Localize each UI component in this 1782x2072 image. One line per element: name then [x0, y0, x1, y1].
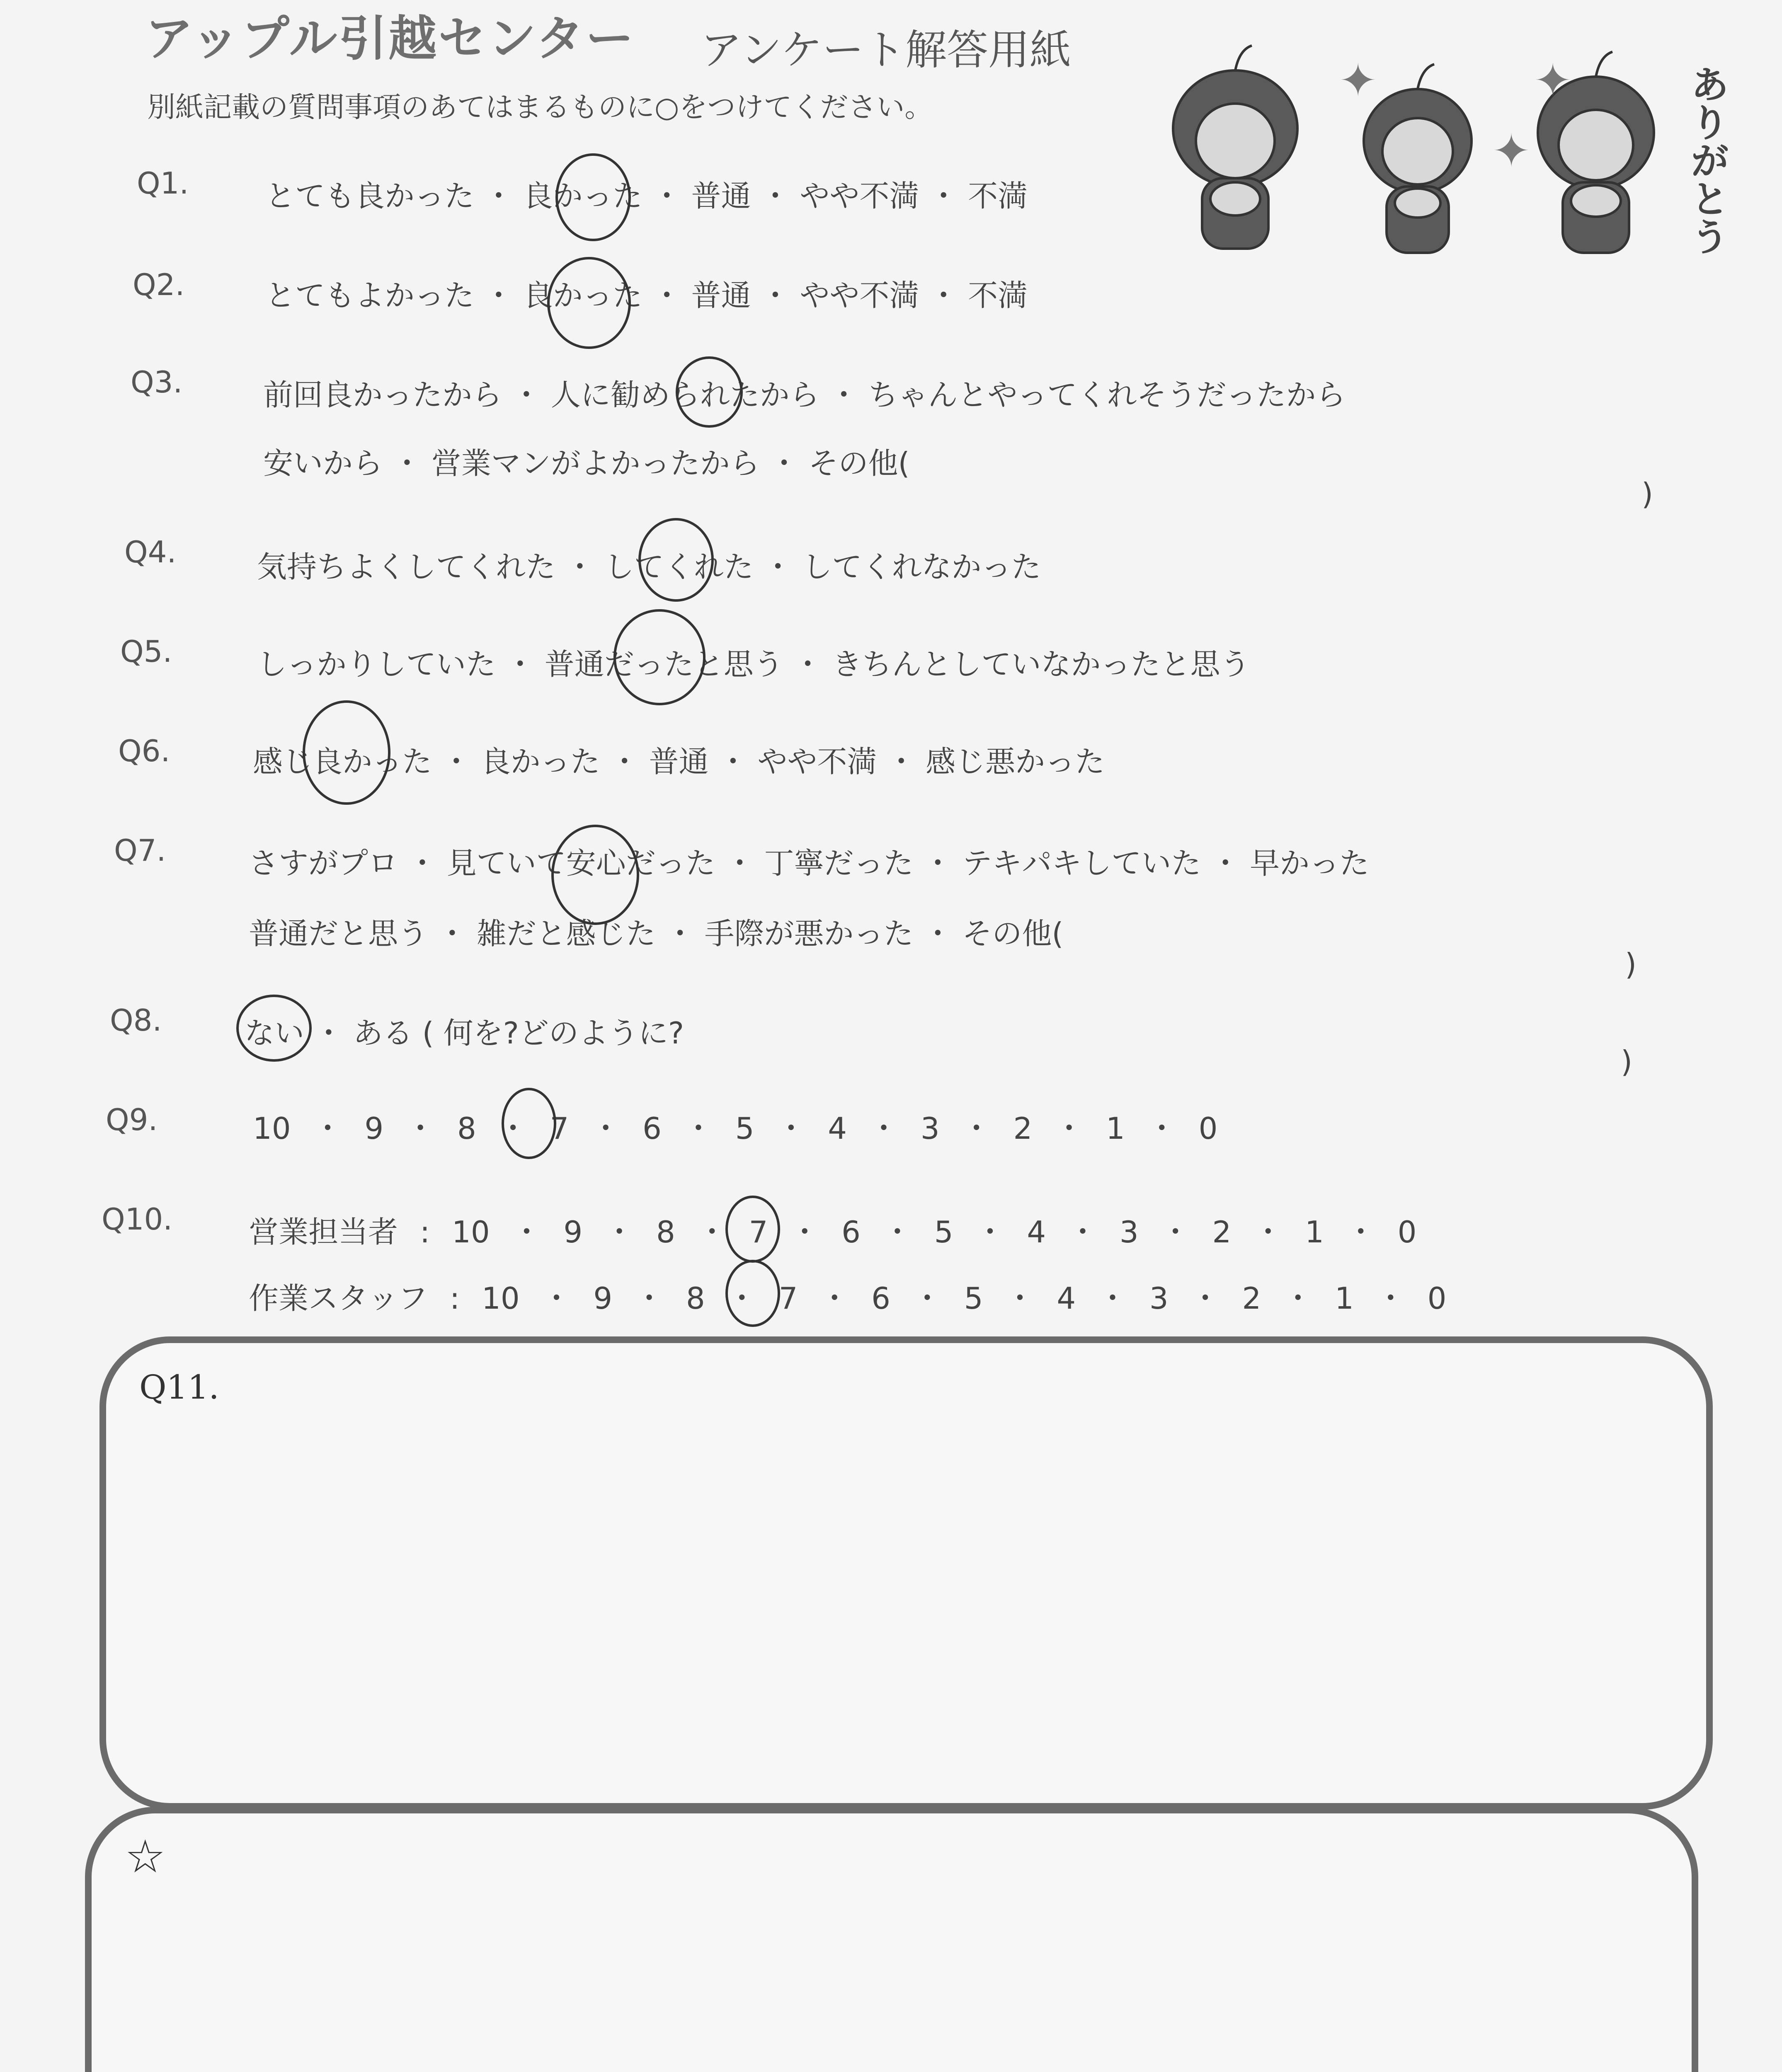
q6-answer-circle [303, 700, 390, 805]
q2-options: とてもよかった ・ 良かった ・ 普通 ・ やや不満 ・ 不満 [265, 278, 1028, 313]
q5-options: しっかりしていた ・ 普通だったと思う ・ きちんとしていなかったと思う [257, 647, 1250, 682]
q8-answer-circle [236, 995, 312, 1062]
q4-options: 気持ちよくしてくれた ・ してくれた ・ してくれなかった [257, 549, 1041, 584]
star-icon: ☆ [125, 1830, 166, 1883]
q10-staff-answer-circle [725, 1260, 780, 1327]
thanks-vertical-text: ありがとう [1691, 63, 1729, 259]
star-comment-box [85, 1807, 1698, 2072]
q3-options-line2: 安いから ・ 営業マンがよかったから ・ その他( [263, 446, 910, 481]
q9-answer-circle [502, 1088, 556, 1159]
q4-answer-circle [638, 518, 714, 602]
q7-number: Q7. [114, 833, 166, 868]
monkey-mascots-illustration [1161, 37, 1741, 269]
q3-number: Q3. [131, 365, 183, 399]
q5-number: Q5. [120, 634, 172, 669]
q10-sales-scale: 営業担当者 : 10 ・ 9 ・ 8 ・ 7 ・ 6 ・ 5 ・ 4 ・ 3 ・ 2 ・ 1 ・ 0 [249, 1215, 1417, 1249]
q10-sales-answer-circle [725, 1196, 780, 1263]
q3-options-line1: 前回良かったから ・ 人に勧められたから ・ ちゃんとやってくれそうだったから [263, 378, 1346, 412]
sparkle-icon: ✦ [1534, 54, 1572, 107]
company-title: アップル引越センター [145, 11, 635, 67]
q10-staff-scale: 作業スタッフ : 10 ・ 9 ・ 8 ・ 7 ・ 6 ・ 5 ・ 4 ・ 3 ・ 2 ・ 1 ・ 0 [249, 1281, 1447, 1316]
q1-number: Q1. [137, 166, 189, 201]
q7-options-line2: 普通だと思う ・ 雑だと感じた ・ 手際が悪かった ・ その他( [249, 916, 1064, 951]
q2-number: Q2. [133, 267, 185, 302]
q10-number: Q10. [102, 1202, 173, 1237]
q1-answer-circle [555, 153, 631, 241]
instruction-text: 別紙記載の質問事項のあてはまるものに○をつけてください。 [147, 91, 933, 124]
q5-answer-circle [613, 609, 706, 705]
q9-number: Q9. [106, 1102, 158, 1137]
q6-number: Q6. [118, 733, 170, 768]
monkey-1-icon [1173, 46, 1297, 249]
q3-close-paren: ) [1641, 477, 1654, 511]
q4-number: Q4. [124, 535, 177, 569]
q3-answer-circle [676, 356, 743, 428]
q11-comment-box [99, 1336, 1713, 1810]
q7-close-paren: ) [1625, 947, 1637, 982]
monkey-2-icon [1364, 64, 1472, 253]
q8-number: Q8. [110, 1003, 162, 1038]
sparkle-icon: ✦ [1492, 124, 1531, 177]
q7-options-line1: さすがプロ ・ 見ていて安心だった ・ 丁寧だった ・ テキパキしていた ・ 早かった [249, 846, 1370, 881]
q8-close-paren: ) [1621, 1044, 1633, 1079]
q6-options: 感じ良かった ・ 良かった ・ 普通 ・ やや不満 ・ 感じ悪かった [253, 744, 1105, 779]
form-title: アンケート解答用紙 [701, 26, 1071, 74]
q7-answer-circle [551, 825, 639, 925]
q9-scale: 10 ・ 9 ・ 8 ・ 7 ・ 6 ・ 5 ・ 4 ・ 3 ・ 2 ・ 1 ・ 0 [253, 1111, 1218, 1146]
q2-answer-circle [547, 257, 631, 349]
sparkle-icon: ✦ [1339, 54, 1377, 107]
q8-options: ない ・ ある ( 何を?どのように? [245, 1016, 684, 1051]
q11-label: Q11. [139, 1368, 219, 1406]
q1-options: とても良かった ・ 良かった ・ 普通 ・ やや不満 ・ 不満 [265, 179, 1028, 213]
